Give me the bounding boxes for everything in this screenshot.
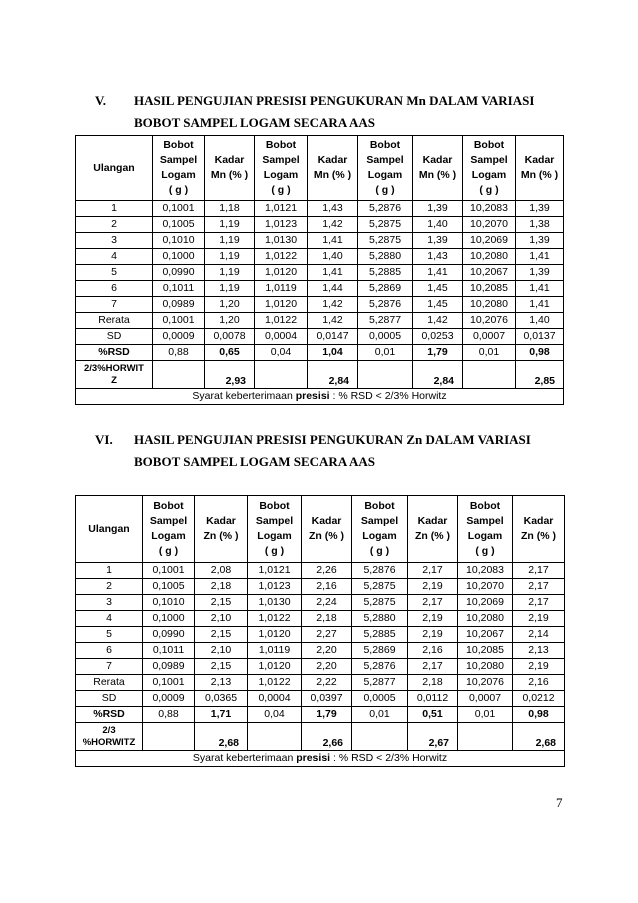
table-cell: 1,0121 [255,201,308,217]
table-cell: 5,2875 [352,579,408,595]
table-row [76,595,565,611]
table-cell: 1,41 [308,233,358,249]
table-cell: 0,1010 [153,233,205,249]
table-cell: 5,2880 [358,249,413,265]
table-cell: 0,0212 [513,691,565,707]
table-cell: 0,0989 [143,659,195,675]
header-kadar: Kadar Zn (% ) [513,496,565,563]
header-bobot: Bobot Sampel Logam ( g ) [255,136,308,201]
table-cell: 10,2080 [463,297,516,313]
table-cell: 1,39 [516,201,564,217]
table-cell: 10,2067 [463,265,516,281]
table-cell: 1,41 [516,281,564,297]
row-label: SD [76,329,153,345]
table-cell: 0,1001 [143,675,195,691]
table-cell: 10,2085 [458,643,513,659]
table-cell: 2,18 [302,611,352,627]
row-label: 6 [76,281,153,297]
table-cell [358,361,413,389]
table-cell: 1,19 [205,265,255,281]
table-cell: 0,0990 [153,265,205,281]
section-v-title-line1: HASIL PENGUJIAN PRESISI PENGUKURAN Mn DALAM VARIASI [134,93,535,108]
syarat-note: Syarat keberterimaan presisi : % RSD < 2/3% Horwitz [76,751,565,767]
table-cell: 1,41 [516,297,564,313]
table-cell: 0,1005 [143,579,195,595]
table-cell: 0,01 [463,345,516,361]
table-cell: 0,0078 [205,329,255,345]
table-cell: 1,43 [413,249,463,265]
table-row [76,265,564,281]
horwitz-value: 2,85 [516,361,564,389]
table-cell [458,723,513,751]
table-row [76,643,565,659]
table-row [76,313,564,329]
table-cell: 1,0120 [248,627,302,643]
table-row [76,201,564,217]
table-cell: 1,41 [413,265,463,281]
zn-table-body [76,563,565,723]
table-cell: 0,88 [143,707,195,723]
table-cell: 2,15 [195,659,248,675]
table-cell [248,723,302,751]
table-cell: 0,0112 [408,691,458,707]
table-cell: 0,1011 [153,281,205,297]
table-cell: 1,0123 [248,579,302,595]
header-bobot: Bobot Sampel Logam ( g ) [153,136,205,201]
table-cell: 1,39 [516,233,564,249]
table-cell: 2,20 [302,643,352,659]
table-cell: 1,0130 [255,233,308,249]
row-label: SD [76,691,143,707]
table-cell: 0,0989 [153,297,205,313]
table-cell: 1,44 [308,281,358,297]
table-cell: 2,16 [408,643,458,659]
table-cell: 1,0122 [255,249,308,265]
table-cell: 0,0253 [413,329,463,345]
table-cell: 2,19 [513,611,565,627]
table-row [76,233,564,249]
table-cell: 1,79 [413,345,463,361]
row-label: Rerata [76,313,153,329]
table-cell: 2,19 [408,579,458,595]
table-cell: 0,98 [513,707,565,723]
table-cell: 1,0120 [248,659,302,675]
table-cell: 1,40 [308,249,358,265]
table-cell: 0,0147 [308,329,358,345]
table-row [76,329,564,345]
table-cell: 0,04 [255,345,308,361]
table-cell: 10,2070 [463,217,516,233]
table-row [76,611,565,627]
table-row [76,707,565,723]
table-cell: 1,42 [308,313,358,329]
header-bobot: Bobot Sampel Logam ( g ) [358,136,413,201]
table-cell: 2,17 [513,595,565,611]
table-cell: 1,20 [205,297,255,313]
table-cell: 5,2876 [352,659,408,675]
section-vi-title-line1: HASIL PENGUJIAN PRESISI PENGUKURAN Zn DALAM VARIASI [134,432,531,447]
row-label: 2 [76,217,153,233]
header-bobot: Bobot Sampel Logam ( g ) [143,496,195,563]
table-cell: 0,0005 [352,691,408,707]
row-label: 7 [76,659,143,675]
section-vi-title-line2: BOBOT SAMPEL LOGAM SECARA AAS [134,454,376,469]
row-label: 4 [76,611,143,627]
table-cell: 10,2069 [463,233,516,249]
table-row [76,579,565,595]
table-cell: 0,01 [358,345,413,361]
table-cell: 1,79 [302,707,352,723]
table-cell: 1,41 [516,249,564,265]
table-cell: 5,2875 [358,217,413,233]
table-cell: 2,20 [302,659,352,675]
row-label: 4 [76,249,153,265]
table-row [76,563,565,579]
horwitz-value: 2,93 [205,361,255,389]
table-cell: 5,2875 [352,595,408,611]
table-cell: 5,2877 [358,313,413,329]
table-row [76,691,565,707]
table-cell: 1,19 [205,233,255,249]
header-ulangan: Ulangan [76,136,153,201]
row-label: 1 [76,201,153,217]
horwitz-label: 2/3%HORWIT Z [76,361,153,389]
table-cell: 0,1001 [153,201,205,217]
table-cell: 1,19 [205,281,255,297]
table-cell: 1,39 [516,265,564,281]
table-cell: 10,2085 [463,281,516,297]
table-cell: 1,19 [205,217,255,233]
row-label: 3 [76,233,153,249]
table-cell: 0,0005 [358,329,413,345]
table-cell: 1,20 [205,313,255,329]
table-cell: 0,0007 [463,329,516,345]
table-cell: 1,42 [413,313,463,329]
table-cell: 2,14 [513,627,565,643]
table-cell: 10,2076 [463,313,516,329]
header-bobot: Bobot Sampel Logam ( g ) [248,496,302,563]
table-cell: 1,45 [413,297,463,313]
row-label: 5 [76,265,153,281]
table-cell: 1,18 [205,201,255,217]
section-vi-heading [95,432,565,472]
table-cell: 2,17 [513,579,565,595]
table-cell: 1,19 [205,249,255,265]
horwitz-row [76,723,565,751]
table-cell: 2,15 [195,627,248,643]
horwitz-row [76,361,564,389]
table-cell: 2,17 [408,659,458,675]
header-kadar: Kadar Zn (% ) [302,496,352,563]
table-cell: 2,15 [195,595,248,611]
table-cell [143,723,195,751]
horwitz-label: 2/3 %HORWITZ [76,723,143,751]
table-cell: 5,2885 [358,265,413,281]
table-cell: 5,2869 [358,281,413,297]
table-row [76,297,564,313]
table-cell: 0,1005 [153,217,205,233]
table-cell: 10,2080 [458,659,513,675]
header-ulangan: Ulangan [76,496,143,563]
table-cell: 2,18 [195,579,248,595]
table-cell: 1,0122 [248,675,302,691]
table-cell: 0,04 [248,707,302,723]
table-cell: 1,42 [308,297,358,313]
table-cell: 1,40 [516,313,564,329]
table-cell: 2,22 [302,675,352,691]
table-cell: 1,0130 [248,595,302,611]
table-cell: 1,0123 [255,217,308,233]
section-v-number: V. [95,93,106,108]
table-cell [463,361,516,389]
table-cell: 2,17 [408,563,458,579]
table-cell: 0,65 [205,345,255,361]
table-cell [153,361,205,389]
row-label: 2 [76,579,143,595]
table-cell: 1,38 [516,217,564,233]
table-cell: 5,2876 [352,563,408,579]
table-cell: 1,0119 [255,281,308,297]
table-row [76,675,565,691]
table-cell: 0,01 [458,707,513,723]
table-cell: 0,88 [153,345,205,361]
table-cell: 10,2083 [463,201,516,217]
table-cell: 0,0365 [195,691,248,707]
horwitz-value: 2,68 [513,723,565,751]
table-cell: 0,0990 [143,627,195,643]
header-bobot: Bobot Sampel Logam ( g ) [463,136,516,201]
table-cell: 1,0119 [248,643,302,659]
table-cell: 5,2876 [358,201,413,217]
table-cell: 1,43 [308,201,358,217]
table-cell: 1,0121 [248,563,302,579]
header-bobot: Bobot Sampel Logam ( g ) [458,496,513,563]
table-cell: 10,2076 [458,675,513,691]
table-cell: 2,19 [513,659,565,675]
table-row [76,249,564,265]
mn-table-body [76,201,564,361]
table-cell: 0,0397 [302,691,352,707]
row-label: 6 [76,643,143,659]
table-row [76,627,565,643]
table-cell: 0,1001 [153,313,205,329]
table-cell [352,723,408,751]
table-cell: 0,51 [408,707,458,723]
table-cell: 0,1000 [143,611,195,627]
table-header-row [76,136,564,201]
table-cell: 2,17 [513,563,565,579]
table-cell: 0,0004 [248,691,302,707]
table-cell: 10,2080 [458,611,513,627]
table-cell: 5,2880 [352,611,408,627]
header-kadar: Kadar Mn (% ) [308,136,358,201]
header-kadar: Kadar Mn (% ) [413,136,463,201]
syarat-row [76,751,565,767]
table-cell: 0,0004 [255,329,308,345]
table-cell: 5,2877 [352,675,408,691]
table-cell: 2,08 [195,563,248,579]
table-cell: 1,71 [195,707,248,723]
table-cell: 1,04 [308,345,358,361]
row-label: 3 [76,595,143,611]
table-cell: 1,40 [413,217,463,233]
table-header-row [76,496,565,563]
table-cell: 0,1000 [153,249,205,265]
table-cell: 1,0122 [248,611,302,627]
table-cell: 2,13 [513,643,565,659]
table-cell: 1,41 [308,265,358,281]
table-cell: 1,0122 [255,313,308,329]
row-label: %RSD [76,345,153,361]
table-cell: 1,39 [413,233,463,249]
table-cell: 5,2885 [352,627,408,643]
table-cell: 5,2875 [358,233,413,249]
table-cell: 10,2069 [458,595,513,611]
table-cell: 0,0007 [458,691,513,707]
row-label: Rerata [76,675,143,691]
row-label: 1 [76,563,143,579]
row-label: %RSD [76,707,143,723]
zn-precision-table [75,495,565,767]
table-cell: 2,17 [408,595,458,611]
header-bobot: Bobot Sampel Logam ( g ) [352,496,408,563]
table-cell [255,361,308,389]
table-cell: 2,16 [513,675,565,691]
section-v-heading [95,93,565,133]
table-cell: 2,10 [195,643,248,659]
table-cell: 2,26 [302,563,352,579]
horwitz-value: 2,68 [195,723,248,751]
table-cell: 2,13 [195,675,248,691]
table-row [76,281,564,297]
table-cell: 0,1010 [143,595,195,611]
table-cell: 10,2070 [458,579,513,595]
section-vi-number: VI. [95,432,113,447]
row-label: 5 [76,627,143,643]
syarat-row [76,389,564,405]
table-cell: 0,1001 [143,563,195,579]
syarat-note: Syarat keberterimaan presisi : % RSD < 2/3% Horwitz [76,389,564,405]
table-cell: 1,39 [413,201,463,217]
table-row [76,345,564,361]
table-cell: 0,01 [352,707,408,723]
page-number: 7 [556,795,563,810]
table-cell: 0,1011 [143,643,195,659]
table-cell: 10,2083 [458,563,513,579]
header-kadar: Kadar Mn (% ) [205,136,255,201]
table-row [76,217,564,233]
table-cell: 1,0120 [255,265,308,281]
table-cell: 0,0137 [516,329,564,345]
table-cell: 1,42 [308,217,358,233]
table-cell: 0,98 [516,345,564,361]
table-cell: 2,27 [302,627,352,643]
table-cell: 2,10 [195,611,248,627]
horwitz-value: 2,84 [413,361,463,389]
table-cell: 0,0009 [143,691,195,707]
section-v-title-line2: BOBOT SAMPEL LOGAM SECARA AAS [134,115,376,130]
table-cell: 2,16 [302,579,352,595]
table-cell: 10,2080 [463,249,516,265]
row-label: 7 [76,297,153,313]
table-cell: 2,18 [408,675,458,691]
table-cell: 0,0009 [153,329,205,345]
mn-precision-table [75,135,564,405]
horwitz-value: 2,67 [408,723,458,751]
header-kadar: Kadar Zn (% ) [408,496,458,563]
table-cell: 2,24 [302,595,352,611]
header-kadar: Kadar Mn (% ) [516,136,564,201]
horwitz-value: 2,66 [302,723,352,751]
table-cell: 1,0120 [255,297,308,313]
table-cell: 1,45 [413,281,463,297]
table-cell: 2,19 [408,611,458,627]
table-cell: 2,19 [408,627,458,643]
table-row [76,659,565,675]
table-cell: 10,2067 [458,627,513,643]
header-kadar: Kadar Zn (% ) [195,496,248,563]
horwitz-value: 2,84 [308,361,358,389]
table-cell: 5,2869 [352,643,408,659]
table-cell: 5,2876 [358,297,413,313]
